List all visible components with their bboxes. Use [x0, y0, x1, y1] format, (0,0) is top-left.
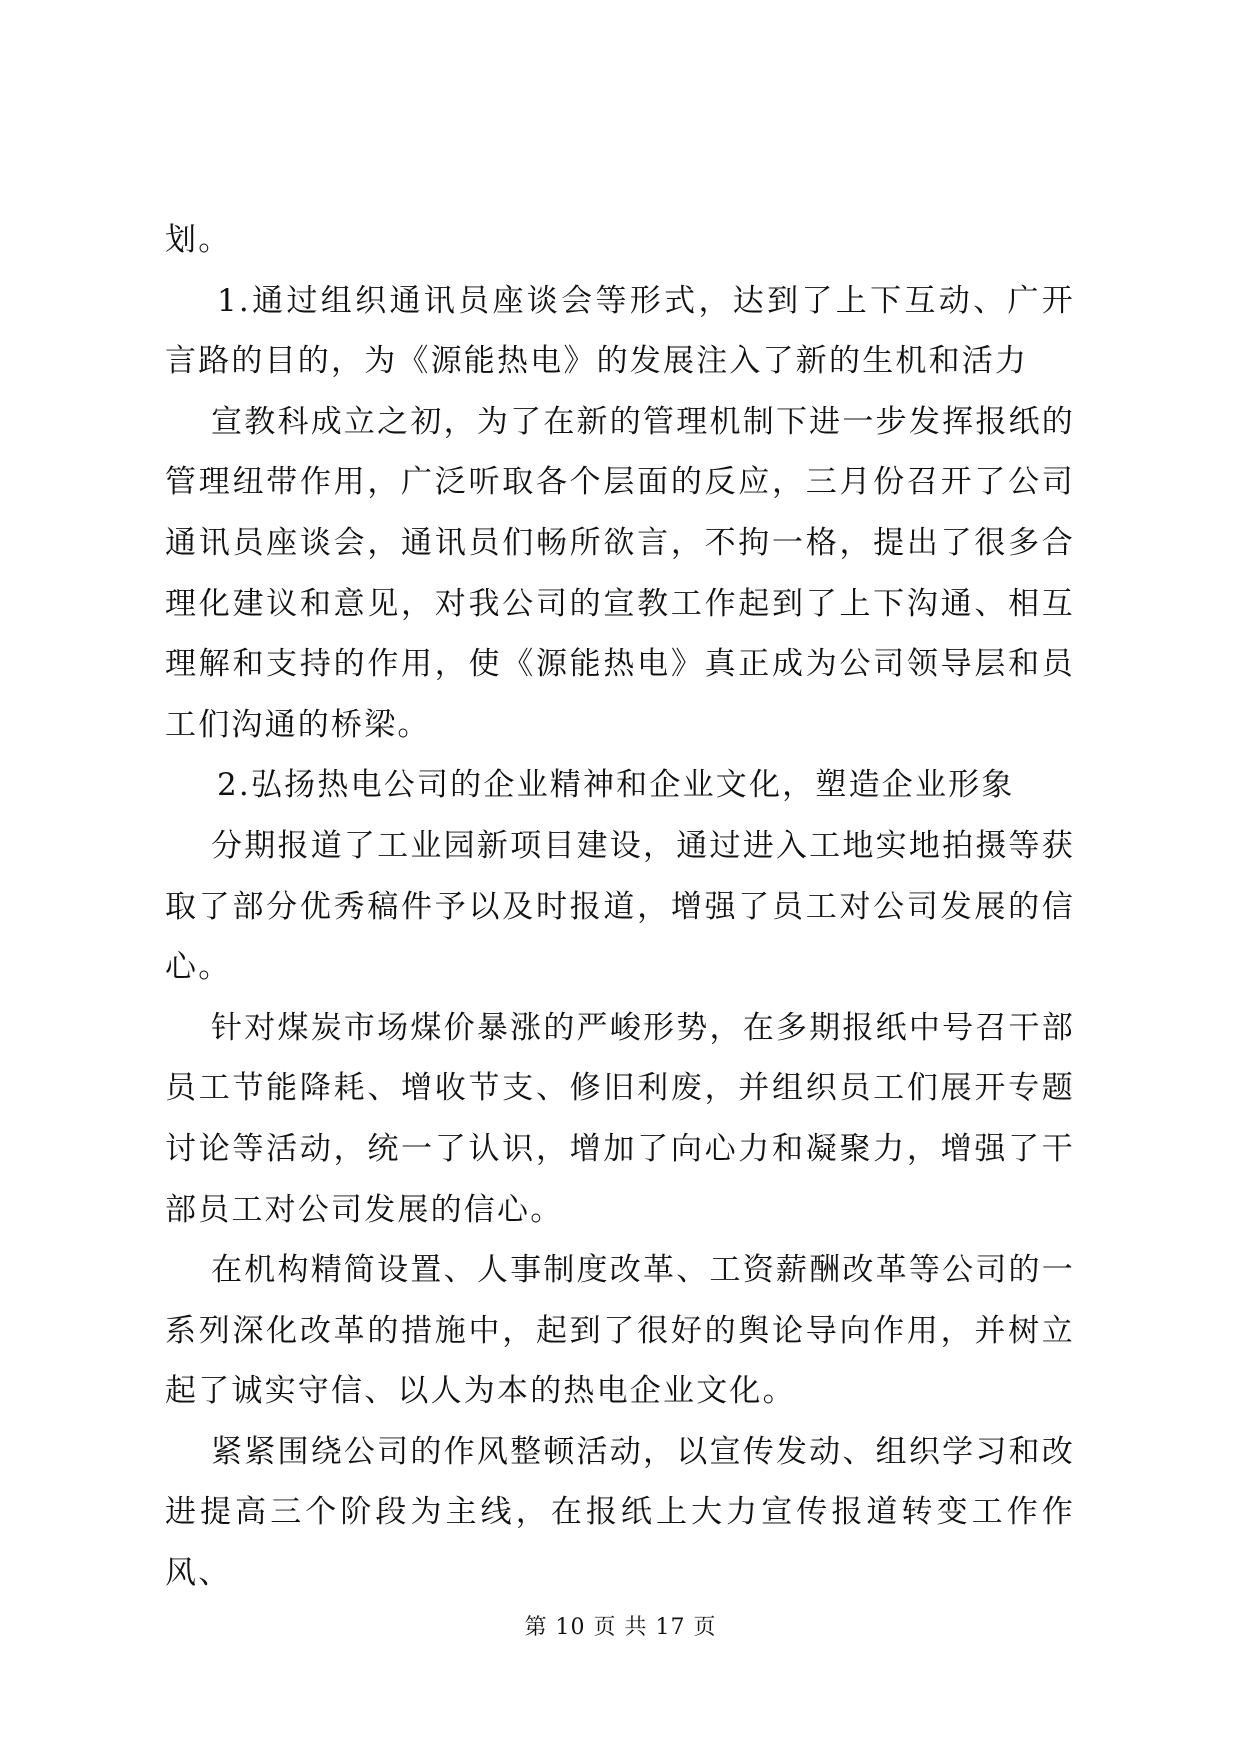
paragraph: 紧紧围绕公司的作风整顿活动，以宣传发动、组织学习和改进提高三个阶段为主线，在报纸上大力宣传报道转变工作作风、 [165, 1433, 1075, 1592]
section-heading-1: 1.通过组织通讯员座谈会等形式，达到了上下互动、广开言路的目的，为《源能热电》的发展注入了新的生机和活力 [165, 282, 1075, 380]
page-number-footer: 第 10 页 共 17 页 [524, 1615, 717, 1640]
paragraph: 分期报道了工业园新项目建设，通过进入工地实地拍摄等获取了部分优秀稿件予以及时报道，增强了员工对公司发展的信心。 [165, 827, 1075, 986]
paragraph: 在机构精简设置、人事制度改革、工资薪酬改革等公司的一系列深化改革的措施中，起到了很好的舆论导向作用，并树立起了诚实守信、以人为本的热电企业文化。 [165, 1252, 1075, 1410]
body-text [165, 210, 1075, 1604]
paragraph: 针对煤炭市场煤价暴涨的严峻形势，在多期报纸中号召干部员工节能降耗、增收节支、修旧利废，并组织员工们展开专题讨论等活动，统一了认识，增加了向心力和凝聚力，增强了干部员工对公司发展的信心。 [165, 1009, 1075, 1228]
paragraph-continuation: 划。 [165, 222, 232, 258]
section-heading-2: 2.弘扬热电公司的企业精神和企业文化，塑造企业形象 [217, 767, 1015, 804]
paragraph: 宣教科成立之初，为了在新的管理机制下进一步发挥报纸的管理纽带作用，广泛听取各个层面的反应，三月份召开了公司通讯员座谈会，通讯员们畅所欲言，不拘一格，提出了很多合理化建议和意见，对我公司的宣教工作起到了上下沟通、相互理解和支持的作用，使《源能热电》真正成为公司领导层和员工们沟通的桥梁。 [165, 403, 1075, 743]
